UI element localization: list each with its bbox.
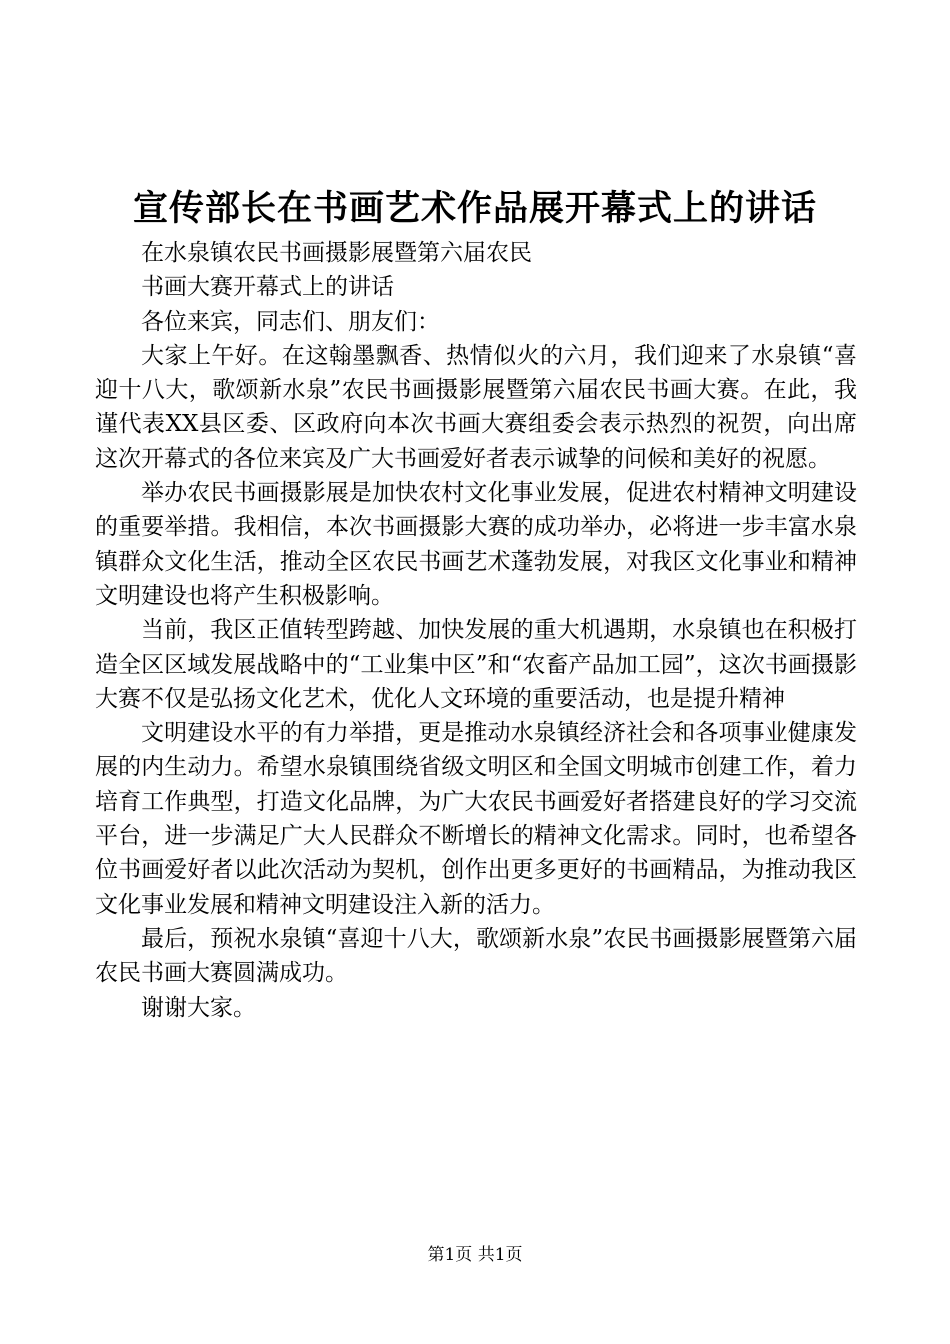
paragraph-closing-wish: 最后，预祝水泉镇“喜迎十八大，歌颂新水泉”农民书画摄影展暨第六届农民书画大赛圆满成功。: [95, 925, 857, 987]
subtitle-line-1: 在水泉镇农民书画摄影展暨第六届农民: [141, 240, 532, 266]
document-body: [95, 236, 857, 1025]
page-number-footer: 第1页 共1页: [427, 1245, 523, 1265]
paragraph-greeting: 大家上午好。在这翰墨飘香、热情似火的六月，我们迎来了水泉镇“喜迎十八大，歌颂新水泉”农民书画摄影展暨第六届农民书画大赛。在此，我谨代表XX县区委、区政府向本次书画大赛组委会表示热烈的祝贺，向出席这次开幕式的各位来宾及广大书画爱好者表示诚挚的问候和美好的祝愿。: [95, 342, 857, 472]
salutation: 各位来宾，同志们、朋友们：: [141, 308, 440, 335]
document-title: 宣传部长在书画艺术作品展开幕式上的讲话: [132, 189, 817, 229]
subtitle-line-2: 书画大赛开幕式上的讲话: [141, 274, 394, 301]
paragraph-thanks: 谢谢大家。: [141, 994, 256, 1021]
paragraph-significance: 举办农民书画摄影展是加快农村文化事业发展，促进农村精神文明建设的重要举措。我相信，本次书画摄影大赛的成功举办，必将进一步丰富水泉镇群众文化生活，推动全区农民书画艺术蓬勃发展，对我区文化事业和精神文明建设也将产生积极影响。: [95, 480, 857, 609]
paragraph-opportunity: 当前，我区正值转型跨越、加快发展的重大机遇期，水泉镇也在积极打造全区区域发展战略中的“工业集中区”和“农畜产品加工园”，这次书画摄影大赛不仅是弘扬文化艺术，优化人文环境的重要活动，也是提升精神: [95, 617, 857, 712]
paragraph-hopes: 文明建设水平的有力举措，更是推动水泉镇经济社会和各项事业健康发展的内生动力。希望水泉镇围绕省级文明区和全国文明城市创建工作，着力培育工作典型，打造文化品牌，为广大农民书画爱好者搭建良好的学习交流平台，进一步满足广大人民群众不断增长的精神文化需求。同时，也希望各位书画爱好者以此次活动为契机，创作出更多更好的书画精品，为推动我区文化事业发展和精神文明建设注入新的活力。: [95, 720, 857, 918]
